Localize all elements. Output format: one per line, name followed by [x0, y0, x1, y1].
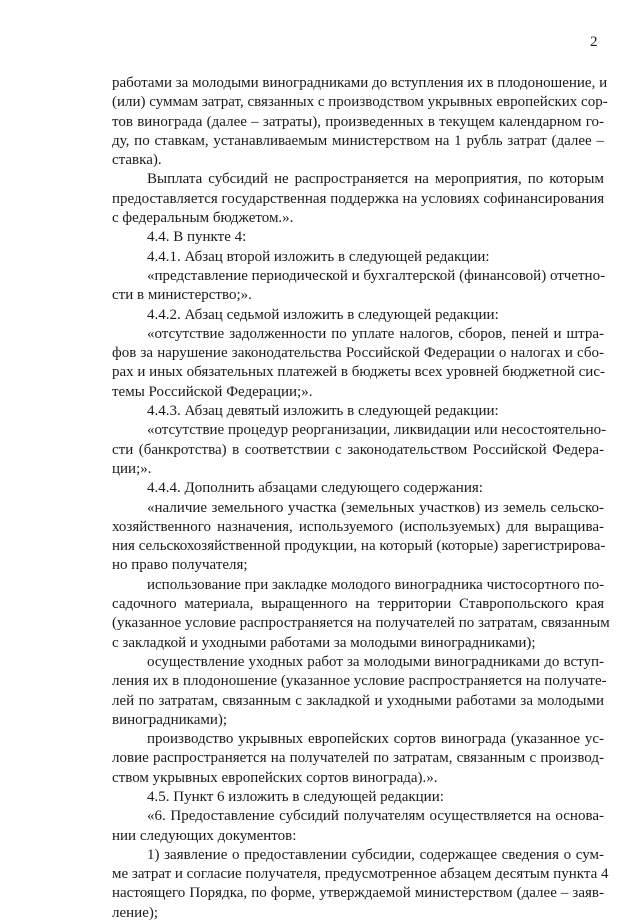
text-line: «6. Предоставление субсидий получателям осуществляется на основа-	[147, 808, 604, 825]
text-line: «наличие земельного участка (земельных участков) из земель сельско-	[147, 499, 604, 516]
text-line: предоставляется государственная поддержка на условиях софинансирования	[112, 190, 605, 207]
text-line: 4.4.1. Абзац второй изложить в следующей редакции:	[147, 248, 490, 265]
page-number: 2	[590, 34, 598, 50]
text-line: Выплата субсидий не распространяется на мероприятия, по которым	[147, 171, 604, 188]
document-body	[112, 74, 610, 923]
text-line: 4.5. Пункт 6 изложить в следующей редакции:	[147, 788, 444, 805]
text-line: лей по затратам, связанным с закладкой и уходными работами за молодыми	[112, 692, 604, 709]
text-line: 4.4. В пункте 4:	[147, 229, 247, 246]
text-line: ду, по ставкам, устанавливаемым министерством на 1 рубль затрат (далее –	[112, 132, 604, 149]
text-line: ния сельскохозяйственной продукции, на который (которые) зарегистрирова-	[112, 538, 606, 555]
text-line: производство укрывных европейских сортов винограда (указанное ус-	[147, 731, 604, 748]
text-line: настоящего Порядка, по форме, утверждаемой министерством (далее – заяв-	[112, 885, 604, 902]
text-line: осуществление уходных работ за молодыми виноградниками до вступ-	[147, 653, 604, 670]
text-line: темы Российской Федерации;».	[112, 383, 313, 400]
text-line: (или) суммам затрат, связанных с производством укрывных европейских сор-	[112, 94, 608, 111]
text-line: 4.4.4. Дополнить абзацами следующего содержания:	[147, 480, 483, 497]
text-line: «представление периодической и бухгалтерской (финансовой) отчетно-	[147, 267, 606, 284]
text-line: сти в министерство;».	[112, 287, 252, 304]
text-line: фов за нарушение законодательства Российской Федерации о налогах и сбо-	[112, 345, 604, 362]
text-line: с закладкой и уходными работами за молодыми виноградниками);	[112, 634, 536, 651]
text-line: с федеральным бюджетом.».	[112, 210, 294, 227]
text-line: ме затрат и согласие получателя, предусмотренное абзацем десятым пункта 4	[112, 866, 609, 883]
text-line: «отсутствие задолженности по уплате налогов, сборов, пеней и штра-	[147, 325, 604, 342]
text-line: работами за молодыми виноградниками до вступления их в плодоношение, и	[112, 75, 608, 91]
text-line: хозяйственного назначения, используемого (используемых) для выращива-	[112, 518, 604, 535]
text-line: садочного материала, выращенного на территории Ставропольского края	[112, 596, 604, 613]
text-line: ции;».	[112, 460, 152, 477]
text-line: ловие распространяется на получателей по затратам, связанным с производ-	[112, 750, 604, 767]
text-line: сти (банкротства) в соответствии с законодательством Российской Федера-	[112, 441, 604, 458]
text-line: ления их в плодоношение (указанное условие распространяется на получате-	[112, 673, 607, 690]
text-line: 4.4.2. Абзац седьмой изложить в следующей редакции:	[147, 306, 499, 323]
text-line: использование при закладке молодого виноградника чистосортного по-	[147, 576, 605, 593]
text-line: (указанное условие распространяется на получателей по затратам, связанным	[112, 615, 610, 632]
text-line: виноградниками);	[112, 711, 228, 728]
text-line: рах и иных обязательных платежей в бюджеты всех уровней бюджетной сис-	[112, 364, 605, 381]
text-line: 4.4.3. Абзац девятый изложить в следующей редакции:	[147, 403, 499, 420]
text-line: но право получателя;	[112, 557, 248, 574]
text-line: ление);	[112, 904, 159, 921]
text-line: нии следующих документов:	[112, 827, 297, 844]
text-line: ством укрывных европейских сортов винограда).».	[112, 769, 438, 786]
text-line: «отсутствие процедур реорганизации, ликвидации или несостоятельно-	[147, 422, 607, 439]
text-line: 1) заявление о предоставлении субсидии, содержащее сведения о сум-	[147, 846, 604, 863]
text-line: ставка).	[112, 152, 162, 169]
text-line: тов винограда (далее – затраты), произведенных в текущем календарном го-	[112, 113, 604, 130]
